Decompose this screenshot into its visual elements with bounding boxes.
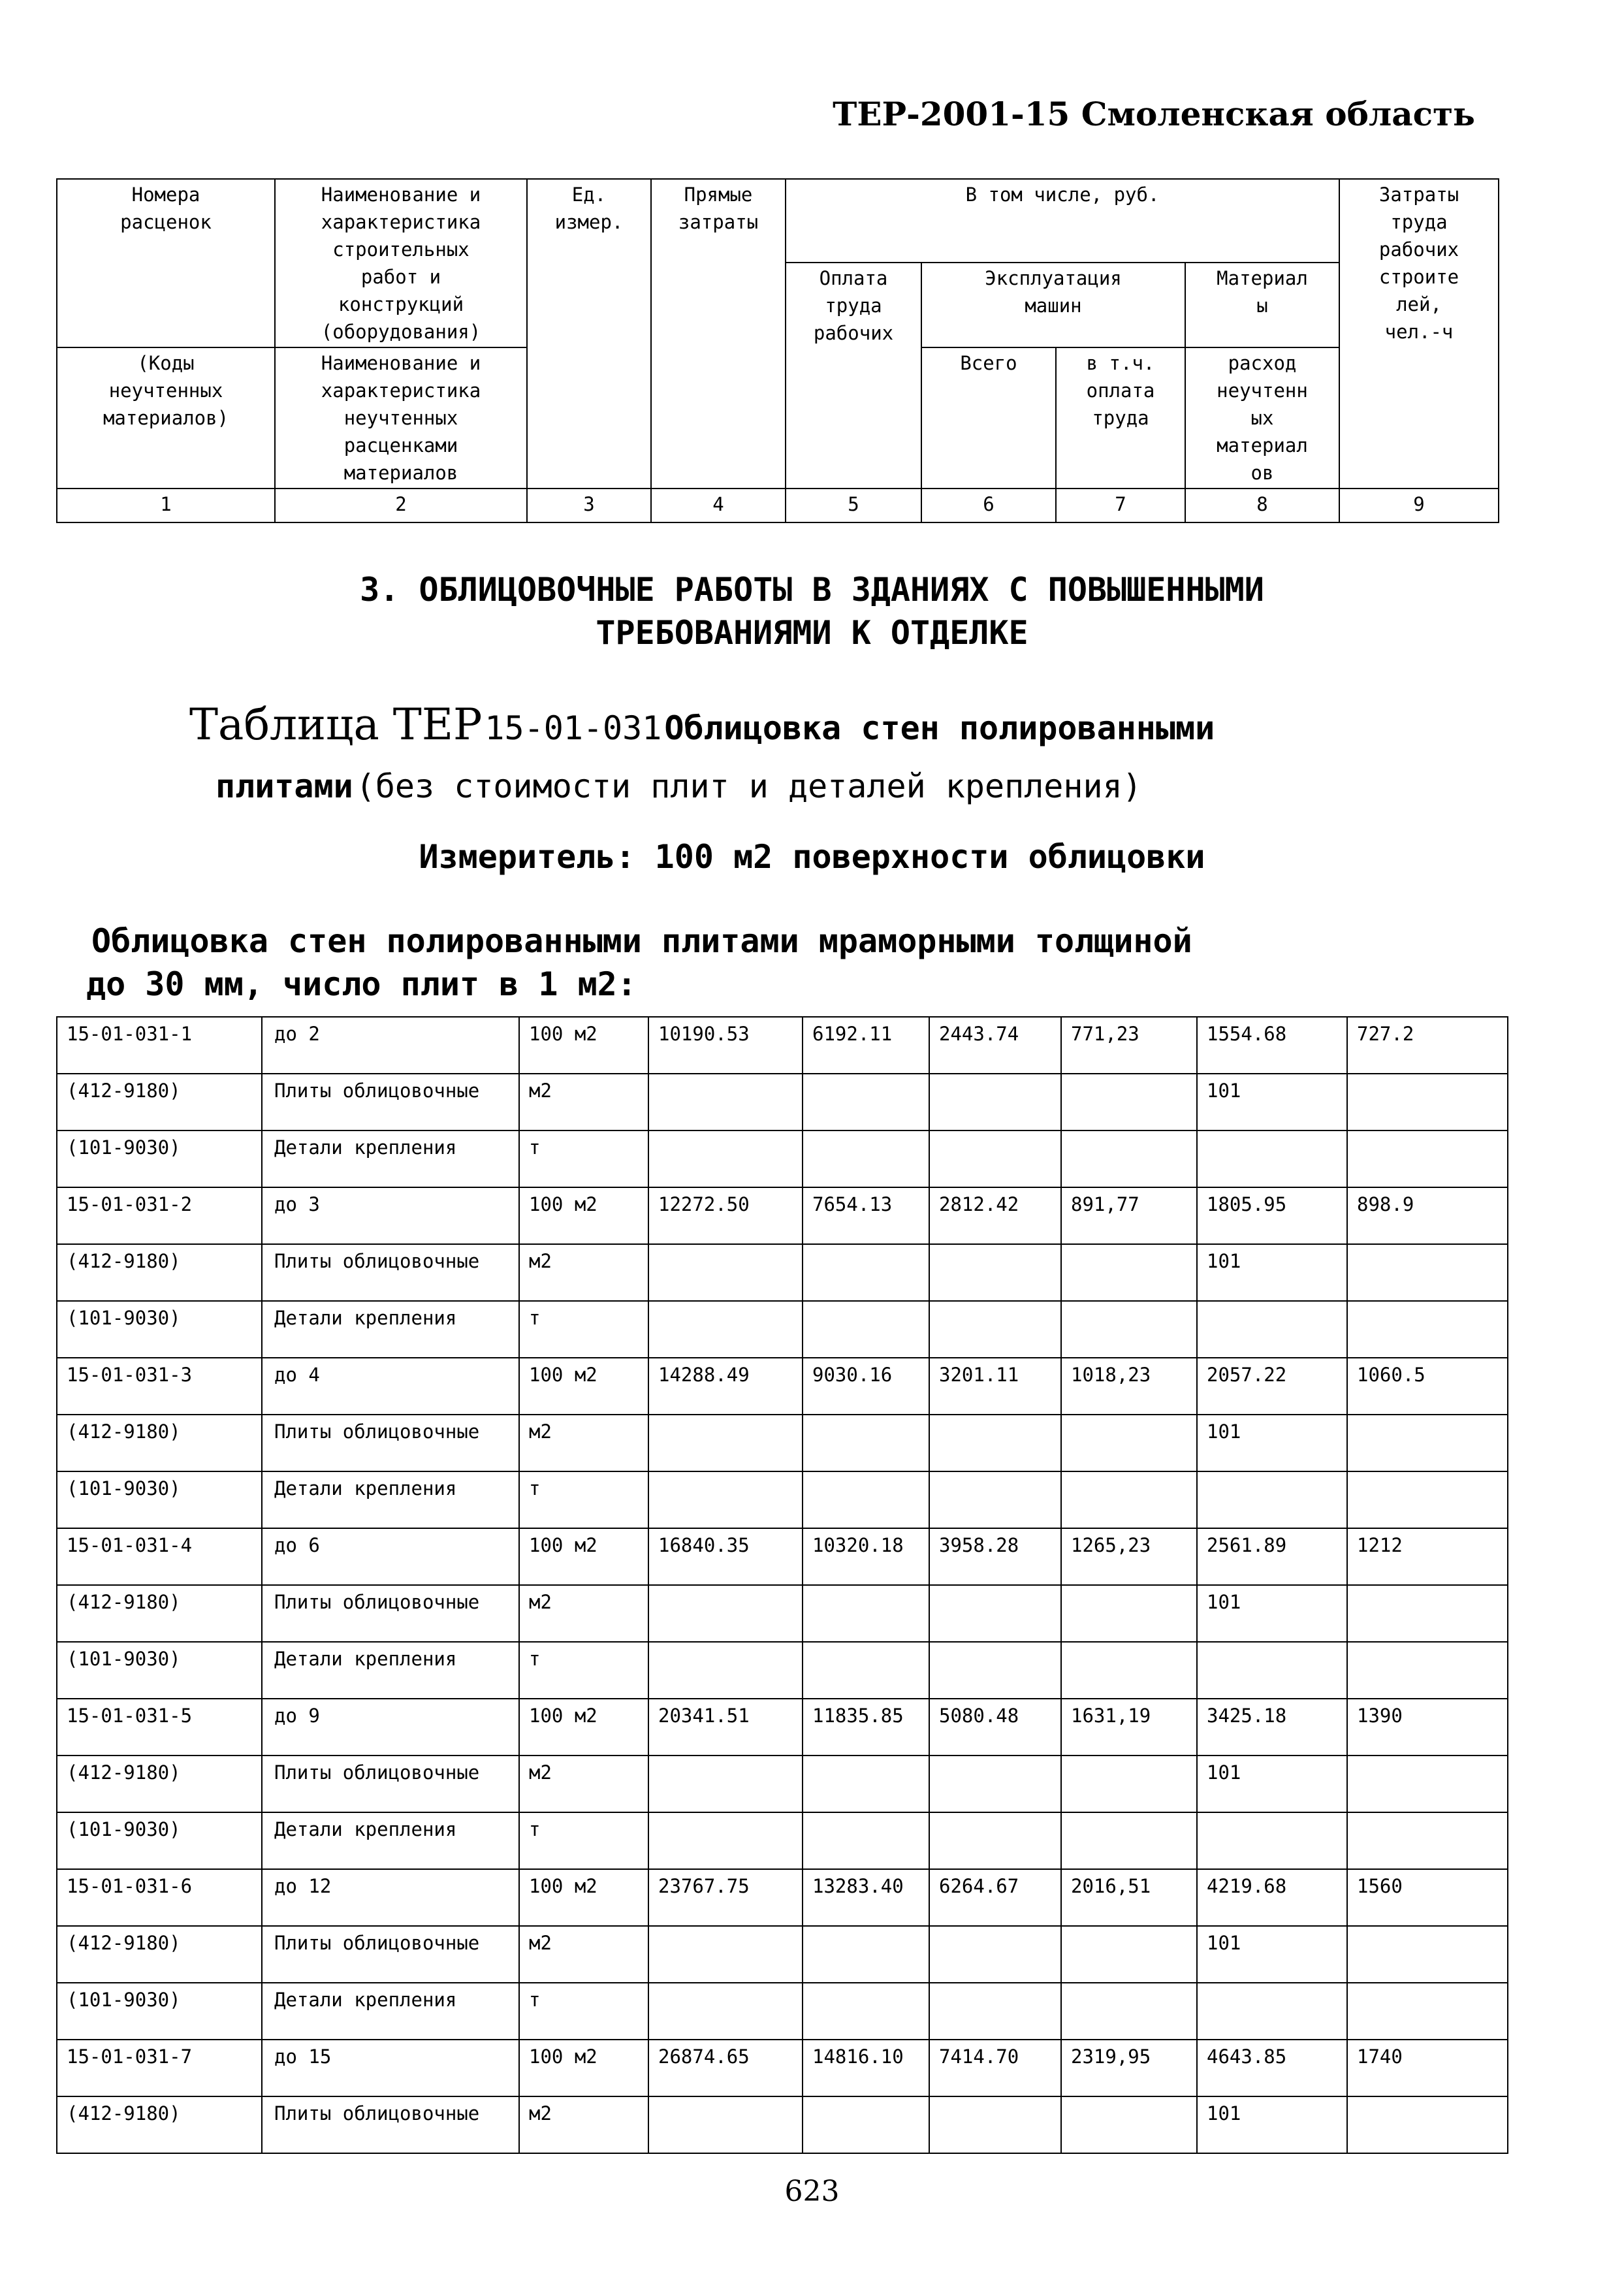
table-cell: 5080.48 [929, 1699, 1061, 1756]
table-cell [648, 1415, 803, 1471]
table-cell [1347, 1926, 1508, 1983]
table-cell: 101 [1197, 1244, 1347, 1301]
table-cell [1061, 1756, 1197, 1812]
table-cell [803, 1471, 929, 1528]
header-labor-costs: Затраты труда рабочих строите лей, чел.-ч [1339, 179, 1499, 489]
header-material-codes: (Коды неучтенных материалов) [57, 347, 275, 489]
table-cell [929, 1812, 1061, 1869]
table-cell [648, 2096, 803, 2153]
table-cell: т [519, 1471, 648, 1528]
table-cell [1347, 1756, 1508, 1812]
table-cell: 1631,19 [1061, 1699, 1197, 1756]
table-cell: 1212 [1347, 1528, 1508, 1585]
table-cell: 101 [1197, 1756, 1347, 1812]
table-row [57, 1130, 1508, 1187]
table-cell: до 6 [262, 1528, 519, 1585]
table-cell: до 12 [262, 1869, 519, 1926]
table-cell: 10190.53 [648, 1017, 803, 1074]
table-cell: 13283.40 [803, 1869, 929, 1926]
table-cell [803, 1415, 929, 1471]
table-row [57, 1301, 1508, 1358]
table-cell [1347, 1415, 1508, 1471]
table-cell: (412-9180) [57, 1926, 262, 1983]
table-cell [1347, 1301, 1508, 1358]
table-cell: 26874.65 [648, 2040, 803, 2096]
table-row [57, 1869, 1508, 1926]
table-cell: 11835.85 [803, 1699, 929, 1756]
table-cell [648, 1301, 803, 1358]
table-cell [929, 1585, 1061, 1642]
table-cell: 101 [1197, 2096, 1347, 2153]
table-cell: до 3 [262, 1187, 519, 1244]
table-cell: 100 м2 [519, 1528, 648, 1585]
table-cell: м2 [519, 2096, 648, 2153]
table-cell: 1805.95 [1197, 1187, 1347, 1244]
table-cell: 6192.11 [803, 1017, 929, 1074]
table-cell: 16840.35 [648, 1528, 803, 1585]
table-cell: т [519, 1130, 648, 1187]
table-cell [648, 1471, 803, 1528]
table-cell [648, 1642, 803, 1699]
running-header: ТЕР-2001-15 Смоленская область [833, 95, 1475, 133]
table-cell [1347, 1074, 1508, 1130]
table-cell [1197, 1812, 1347, 1869]
table-cell: 1060.5 [1347, 1358, 1508, 1415]
table-row [57, 1983, 1508, 2040]
table-cell: т [519, 1301, 648, 1358]
table-row [57, 1017, 1508, 1074]
table-cell: 100 м2 [519, 1187, 648, 1244]
table-cell: Плиты облицовочные [262, 1756, 519, 1812]
table-cell [1061, 1642, 1197, 1699]
table-cell: 891,77 [1061, 1187, 1197, 1244]
table-cell [1347, 1642, 1508, 1699]
table-cell [1061, 1926, 1197, 1983]
table-row [57, 1528, 1508, 1585]
section-title: 3. ОБЛИЦОВОЧНЫЕ РАБОТЫ В ЗДАНИЯХ С ПОВЫШЕННЫМИ ТРЕБОВАНИЯМИ К ОТДЕЛКЕ [360, 571, 1264, 652]
table-cell [1061, 1585, 1197, 1642]
table-cell: Плиты облицовочные [262, 1926, 519, 1983]
table-cell: 4219.68 [1197, 1869, 1347, 1926]
table-cell [929, 1642, 1061, 1699]
table-cell: 1390 [1347, 1699, 1508, 1756]
table-cell [648, 1926, 803, 1983]
table-cell [1197, 1983, 1347, 2040]
table-cell: 12272.50 [648, 1187, 803, 1244]
table-cell [803, 1756, 929, 1812]
table-row [57, 1699, 1508, 1756]
table-cell: м2 [519, 1415, 648, 1471]
table-cell: 2319,95 [1061, 2040, 1197, 2096]
table-cell: м2 [519, 1585, 648, 1642]
table-cell: Плиты облицовочные [262, 1074, 519, 1130]
table-cell: до 9 [262, 1699, 519, 1756]
table-cell: 101 [1197, 1074, 1347, 1130]
table-cell: 1554.68 [1197, 1017, 1347, 1074]
table-cell: 100 м2 [519, 2040, 648, 2096]
table-cell: т [519, 1812, 648, 1869]
table-cell [929, 1926, 1061, 1983]
table-cell: м2 [519, 1756, 648, 1812]
table-cell [1347, 1471, 1508, 1528]
table-row [57, 1926, 1508, 1983]
table-cell [929, 1301, 1061, 1358]
table-row [57, 2040, 1508, 2096]
table-row [57, 1074, 1508, 1130]
table-cell: 6264.67 [929, 1869, 1061, 1926]
table-cell: (412-9180) [57, 2096, 262, 2153]
table-cell: Детали крепления [262, 1130, 519, 1187]
table-cell: (101-9030) [57, 1812, 262, 1869]
table-cell [648, 1756, 803, 1812]
header-materials: Материал ы [1185, 263, 1339, 347]
table-cell [929, 1471, 1061, 1528]
header-direct-costs: Прямые затраты [651, 179, 786, 489]
table-cell: т [519, 1642, 648, 1699]
column-header-table [56, 178, 1499, 523]
table-cell [803, 1074, 929, 1130]
table-cell: 100 м2 [519, 1869, 648, 1926]
table-cell: 15-01-031-2 [57, 1187, 262, 1244]
table-cell: 2812.42 [929, 1187, 1061, 1244]
table-row [57, 1471, 1508, 1528]
table-cell: 7414.70 [929, 2040, 1061, 2096]
table-cell: 4643.85 [1197, 2040, 1347, 2096]
table-cell: 15-01-031-4 [57, 1528, 262, 1585]
table-row [57, 1358, 1508, 1415]
header-worker-wage: Оплата труда рабочих [786, 263, 921, 489]
table-cell: 14816.10 [803, 2040, 929, 2096]
table-cell: до 15 [262, 2040, 519, 2096]
table-cell [929, 2096, 1061, 2153]
table-cell: (101-9030) [57, 1130, 262, 1187]
table-cell: 9030.16 [803, 1358, 929, 1415]
table-cell [1061, 1130, 1197, 1187]
table-cell [1197, 1130, 1347, 1187]
table-cell: 7654.13 [803, 1187, 929, 1244]
table-cell [648, 1074, 803, 1130]
table-cell [1061, 1301, 1197, 1358]
table-row [57, 1585, 1508, 1642]
table-cell [803, 1301, 929, 1358]
table-cell: 15-01-031-5 [57, 1699, 262, 1756]
table-cell [1197, 1471, 1347, 1528]
table-cell: (412-9180) [57, 1756, 262, 1812]
table-cell [1347, 1585, 1508, 1642]
table-cell [1061, 1074, 1197, 1130]
table-cell: 2057.22 [1197, 1358, 1347, 1415]
table-cell: м2 [519, 1926, 648, 1983]
table-cell [1061, 1983, 1197, 2040]
table-cell: (412-9180) [57, 1415, 262, 1471]
table-cell: (412-9180) [57, 1244, 262, 1301]
page-number: 623 [784, 2175, 840, 2208]
table-cell [648, 1983, 803, 2040]
table-cell: 101 [1197, 1415, 1347, 1471]
work-subtitle: Облицовка стен полированными плитами мраморными толщиной до 30 мм, число плит в 1 м2: [86, 922, 1192, 1003]
table-cell: (101-9030) [57, 1983, 262, 2040]
table-cell [803, 1130, 929, 1187]
table-cell: 20341.51 [648, 1699, 803, 1756]
table-cell [929, 1415, 1061, 1471]
table-cell [1061, 1415, 1197, 1471]
table-cell: Детали крепления [262, 1642, 519, 1699]
column-numbers-row: 1 2 3 4 5 6 7 8 9 [57, 489, 1499, 522]
table-cell: 15-01-031-1 [57, 1017, 262, 1074]
table-cell: 771,23 [1061, 1017, 1197, 1074]
table-row [57, 2096, 1508, 2153]
table-cell [648, 1585, 803, 1642]
table-cell [1197, 1642, 1347, 1699]
table-cell [648, 1812, 803, 1869]
table-cell: Плиты облицовочные [262, 1415, 519, 1471]
table-cell: до 4 [262, 1358, 519, 1415]
table-cell: т [519, 1983, 648, 2040]
table-row [57, 1642, 1508, 1699]
table-cell [1061, 2096, 1197, 2153]
table-cell: 10320.18 [803, 1528, 929, 1585]
table-cell [648, 1244, 803, 1301]
table-cell: 101 [1197, 1926, 1347, 1983]
table-cell: м2 [519, 1244, 648, 1301]
table-cell: Плиты облицовочные [262, 1585, 519, 1642]
table-cell: 2561.89 [1197, 1528, 1347, 1585]
table-cell: 15-01-031-7 [57, 2040, 262, 2096]
table-cell [1347, 1130, 1508, 1187]
table-cell [929, 1983, 1061, 2040]
table-cell [803, 2096, 929, 2153]
table-cell: Детали крепления [262, 1471, 519, 1528]
table-cell: (101-9030) [57, 1301, 262, 1358]
table-cell: 100 м2 [519, 1699, 648, 1756]
header-material-name: Наименование и характеристика неучтенных расценками материалов [275, 347, 527, 489]
header-work-name: Наименование и характеристика строительных работ и конструкций (оборудования) [275, 179, 527, 347]
table-cell [1347, 1983, 1508, 2040]
table-cell: до 2 [262, 1017, 519, 1074]
table-cell [929, 1244, 1061, 1301]
table-cell [929, 1130, 1061, 1187]
table-row [57, 1187, 1508, 1244]
table-cell: 1740 [1347, 2040, 1508, 2096]
table-cell: 1265,23 [1061, 1528, 1197, 1585]
table-cell: 1560 [1347, 1869, 1508, 1926]
table-cell: 2016,51 [1061, 1869, 1197, 1926]
table-cell [1061, 1812, 1197, 1869]
table-row [57, 1756, 1508, 1812]
table-cell [1347, 2096, 1508, 2153]
header-including-group: В том числе, руб. [786, 179, 1339, 263]
header-machine-operation: Эксплуатация машин [921, 263, 1185, 347]
table-cell [929, 1074, 1061, 1130]
table-cell: Детали крепления [262, 1301, 519, 1358]
table-cell: Детали крепления [262, 1812, 519, 1869]
table-cell [803, 1926, 929, 1983]
table-cell: 3425.18 [1197, 1699, 1347, 1756]
table-cell: (101-9030) [57, 1642, 262, 1699]
table-cell: 100 м2 [519, 1358, 648, 1415]
table-cell: 2443.74 [929, 1017, 1061, 1074]
table-cell: 14288.49 [648, 1358, 803, 1415]
table-row [57, 1812, 1508, 1869]
table-cell: 23767.75 [648, 1869, 803, 1926]
table-cell [803, 1244, 929, 1301]
measurement-unit: Измеритель: 100 м2 поверхности облицовки [419, 838, 1205, 876]
table-cell: 3201.11 [929, 1358, 1061, 1415]
table-cell [1347, 1244, 1508, 1301]
table-cell [803, 1642, 929, 1699]
table-cell: (412-9180) [57, 1074, 262, 1130]
table-cell [803, 1812, 929, 1869]
header-rate-numbers: Номера расценок [57, 179, 275, 347]
table-row [57, 1244, 1508, 1301]
table-cell: Плиты облицовочные [262, 2096, 519, 2153]
table-title: Таблица ТЕР 15-01-031 Облицовка стен полированными плитами (без стоимости плит и деталей крепления) [189, 699, 1215, 805]
table-cell: 898.9 [1347, 1187, 1508, 1244]
table-cell [1197, 1301, 1347, 1358]
table-row [57, 1415, 1508, 1471]
rates-table [56, 1016, 1508, 2154]
table-cell [1347, 1812, 1508, 1869]
table-cell: м2 [519, 1074, 648, 1130]
table-cell [929, 1756, 1061, 1812]
table-cell: (412-9180) [57, 1585, 262, 1642]
header-machine-wage: в т.ч. оплата труда [1056, 347, 1185, 489]
table-cell: 727.2 [1347, 1017, 1508, 1074]
table-cell: 100 м2 [519, 1017, 648, 1074]
table-cell: 15-01-031-6 [57, 1869, 262, 1926]
table-cell [1061, 1471, 1197, 1528]
table-cell [803, 1983, 929, 2040]
header-material-consumption: расход неучтенн ых материал ов [1185, 347, 1339, 489]
table-cell: Плиты облицовочные [262, 1244, 519, 1301]
table-cell [1061, 1244, 1197, 1301]
table-cell: 1018,23 [1061, 1358, 1197, 1415]
table-cell: 15-01-031-3 [57, 1358, 262, 1415]
table-cell [803, 1585, 929, 1642]
table-cell: (101-9030) [57, 1471, 262, 1528]
header-machine-total: Всего [921, 347, 1056, 489]
table-cell: 101 [1197, 1585, 1347, 1642]
table-cell: Детали крепления [262, 1983, 519, 2040]
header-unit: Ед. измер. [527, 179, 651, 489]
table-cell [648, 1130, 803, 1187]
table-cell: 3958.28 [929, 1528, 1061, 1585]
